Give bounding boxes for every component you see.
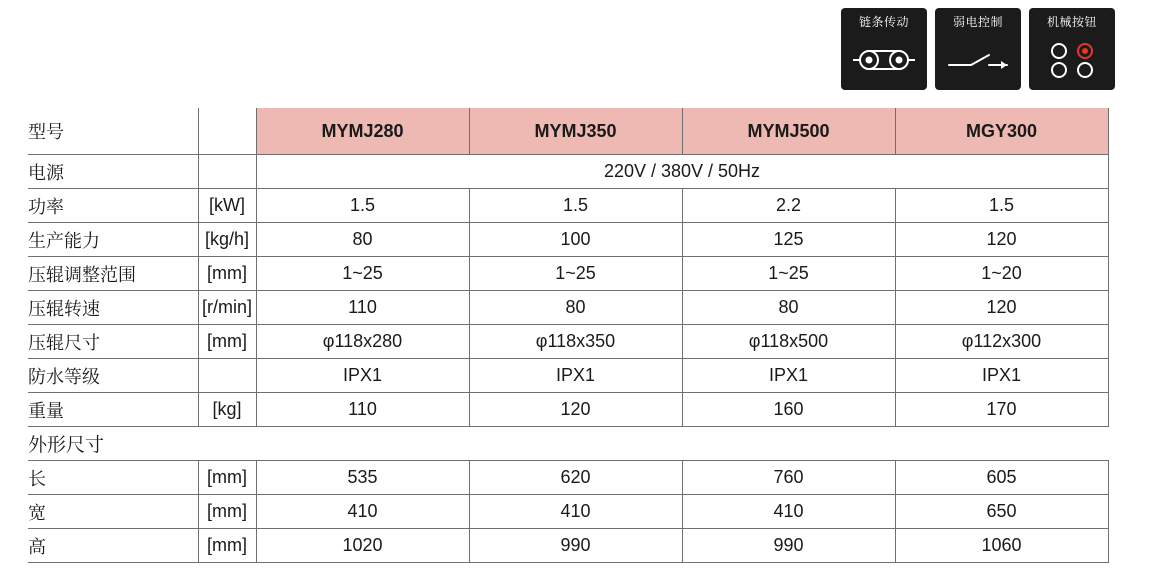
row-label-waterproof-rating: 防水等级: [28, 359, 198, 393]
cell-capacity-2: 100: [469, 223, 682, 257]
cell-power-3: 2.2: [682, 189, 895, 223]
row-unit-power: [kW]: [198, 189, 256, 223]
cell-waterproof-3: IPX1: [682, 359, 895, 393]
header-unit-cell: [198, 108, 256, 155]
badge-label: 机械按钮: [1046, 15, 1097, 29]
row-label-roller-adjust-range: 压辊调整范围: [28, 257, 198, 291]
cell-height-4: 1060: [895, 529, 1108, 563]
cell-roller-size-1: φ118x280: [256, 325, 469, 359]
section-label-dimensions: 外形尺寸: [28, 427, 198, 461]
row-label-capacity: 生产能力: [28, 223, 198, 257]
header-row-label: 型号: [28, 108, 198, 155]
cell-height-2: 990: [469, 529, 682, 563]
cell-width-1: 410: [256, 495, 469, 529]
row-unit-roller-size: [mm]: [198, 325, 256, 359]
row-label-roller-size: 压辊尺寸: [28, 325, 198, 359]
table-section-header: [28, 427, 1108, 461]
cell-roller-size-4: φ112x300: [895, 325, 1108, 359]
header-model-3: MYMJ500: [682, 108, 895, 155]
section-spacer: [198, 427, 256, 461]
row-unit-height: [mm]: [198, 529, 256, 563]
table-row: [28, 291, 1108, 325]
header-model-2: MYMJ350: [469, 108, 682, 155]
row-unit-width: [mm]: [198, 495, 256, 529]
chain-drive-icon: [841, 29, 927, 90]
cell-capacity-4: 120: [895, 223, 1108, 257]
badge-chain-drive: [841, 8, 927, 90]
cell-waterproof-2: IPX1: [469, 359, 682, 393]
cell-width-4: 650: [895, 495, 1108, 529]
cell-capacity-1: 80: [256, 223, 469, 257]
cell-length-4: 605: [895, 461, 1108, 495]
cell-power-4: 1.5: [895, 189, 1108, 223]
row-unit-power-supply: [198, 155, 256, 189]
table-header-row: [28, 108, 1108, 155]
row-value-power-supply: 220V / 380V / 50Hz: [256, 155, 1108, 189]
cell-roller-adjust-4: 1~20: [895, 257, 1108, 291]
specification-table: [28, 108, 1109, 563]
badge-label: 链条传动: [858, 15, 909, 29]
row-label-power: 功率: [28, 189, 198, 223]
cell-roller-speed-4: 120: [895, 291, 1108, 325]
table-row: [28, 529, 1108, 563]
table-row: [28, 325, 1108, 359]
badge-mechanical-button: [1029, 8, 1115, 90]
row-label-height: 高: [28, 529, 198, 563]
cell-length-3: 760: [682, 461, 895, 495]
table-row: [28, 223, 1108, 257]
row-label-weight: 重量: [28, 393, 198, 427]
cell-roller-adjust-3: 1~25: [682, 257, 895, 291]
section-spacer-models: [256, 427, 1108, 461]
table-row: [28, 155, 1108, 189]
table-row: [28, 393, 1108, 427]
row-unit-weight: [kg]: [198, 393, 256, 427]
cell-roller-size-2: φ118x350: [469, 325, 682, 359]
cell-roller-adjust-2: 1~25: [469, 257, 682, 291]
table-row: [28, 495, 1108, 529]
cell-height-1: 1020: [256, 529, 469, 563]
cell-waterproof-1: IPX1: [256, 359, 469, 393]
table-row: [28, 359, 1108, 393]
row-label-length: 长: [28, 461, 198, 495]
cell-roller-speed-3: 80: [682, 291, 895, 325]
row-unit-length: [mm]: [198, 461, 256, 495]
row-unit-roller-adjust-range: [mm]: [198, 257, 256, 291]
row-unit-roller-speed: [r/min]: [198, 291, 256, 325]
cell-weight-1: 110: [256, 393, 469, 427]
cell-roller-speed-1: 110: [256, 291, 469, 325]
cell-length-2: 620: [469, 461, 682, 495]
cell-width-2: 410: [469, 495, 682, 529]
cell-height-3: 990: [682, 529, 895, 563]
table-row: [28, 189, 1108, 223]
feature-badge-group: [841, 8, 1115, 90]
cell-power-1: 1.5: [256, 189, 469, 223]
cell-width-3: 410: [682, 495, 895, 529]
header-model-1: MYMJ280: [256, 108, 469, 155]
row-label-roller-speed: 压辊转速: [28, 291, 198, 325]
badge-label: 弱电控制: [952, 15, 1003, 29]
low-voltage-control-icon: [935, 29, 1021, 90]
cell-roller-size-3: φ118x500: [682, 325, 895, 359]
row-label-width: 宽: [28, 495, 198, 529]
cell-weight-2: 120: [469, 393, 682, 427]
cell-weight-4: 170: [895, 393, 1108, 427]
table-row: [28, 461, 1108, 495]
row-unit-capacity: [kg/h]: [198, 223, 256, 257]
cell-power-2: 1.5: [469, 189, 682, 223]
cell-roller-speed-2: 80: [469, 291, 682, 325]
row-unit-waterproof-rating: [198, 359, 256, 393]
mechanical-button-icon: [1029, 29, 1115, 90]
cell-waterproof-4: IPX1: [895, 359, 1108, 393]
row-label-power-supply: 电源: [28, 155, 198, 189]
cell-roller-adjust-1: 1~25: [256, 257, 469, 291]
table-row: [28, 257, 1108, 291]
header-model-4: MGY300: [895, 108, 1108, 155]
cell-weight-3: 160: [682, 393, 895, 427]
cell-length-1: 535: [256, 461, 469, 495]
cell-capacity-3: 125: [682, 223, 895, 257]
badge-low-voltage-control: [935, 8, 1021, 90]
